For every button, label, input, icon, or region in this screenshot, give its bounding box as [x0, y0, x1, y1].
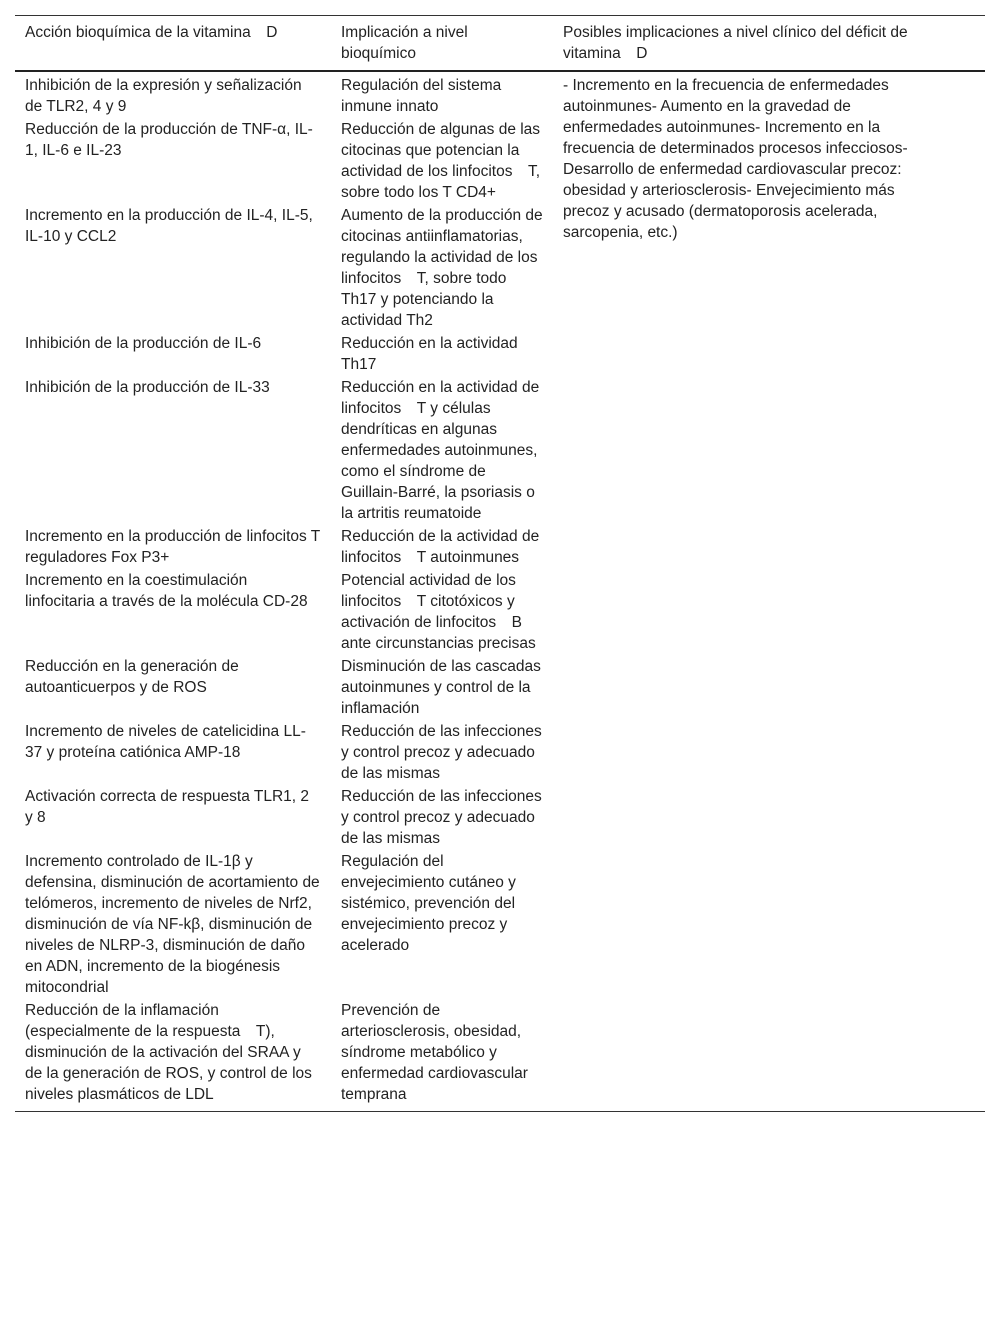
- cell-action: Reducción de la producción de TNF-α, IL-1, IL-6 e IL-23: [25, 121, 313, 159]
- header-row: [15, 16, 985, 72]
- table-row: [15, 71, 985, 118]
- cell-implication: Reducción en la actividad de linfocitos T y células dendríticas en algunas enfermedades autoinmunes, como el síndrome de Guillain-Barré, la psoriasis o la artritis reumatoide: [341, 379, 540, 522]
- header-biochemical-implication: Implicación a nivel bioquímico: [341, 24, 468, 62]
- cell-implication: Potencial actividad de los linfocitos T citotóxicos y activación de linfocitos B ante circunstancias precisas: [341, 572, 536, 652]
- cell-implication: Reducción de algunas de las citocinas que potencian la actividad de los linfocitos T, sobre todo los T CD4+: [341, 121, 541, 201]
- cell-action: Inhibición de la producción de IL-6: [25, 335, 262, 352]
- cell-clinical-implications: - Incremento en la frecuencia de enfermedades autoinmunes- Aumento en la gravedad de enfermedades autoinmunes- Incremento en la frecuencia de determinados procesos infecciosos- Desarrollo de enfermedad cardiovascular precoz: obesidad y arteriosclerosis- Envejecimiento más precoz y acusado (dermatoporosis acelerada, sarcopenia, etc.): [563, 77, 908, 241]
- cell-action: Inhibición de la producción de IL-33: [25, 379, 270, 396]
- table-header: [15, 16, 985, 72]
- header-clinical-implications: Posibles implicaciones a nivel clínico del déficit de vitamina D: [563, 24, 908, 62]
- cell-action: Incremento controlado de IL-1β y defensina, disminución de acortamiento de telómeros, incremento de niveles de Nrf2, disminución de vía NF-kβ, disminución de niveles de NLRP-3, disminución de daño en ADN, incremento de la biogénesis mitocondrial: [25, 853, 320, 996]
- cell-action: Reducción en la generación de autoanticuerpos y de ROS: [25, 658, 239, 696]
- cell-action: Incremento en la coestimulación linfocitaria a través de la molécula CD-28: [25, 572, 308, 610]
- cell-action: Activación correcta de respuesta TLR1, 2 y 8: [25, 788, 310, 826]
- table-body: [15, 71, 985, 1112]
- cell-action: Incremento en la producción de IL-4, IL-5, IL-10 y CCL2: [25, 207, 313, 245]
- cell-implication: Reducción de las infecciones y control precoz y adecuado de las mismas: [341, 788, 542, 847]
- cell-implication: Reducción de las infecciones y control precoz y adecuado de las mismas: [341, 723, 542, 782]
- cell-implication: Regulación del envejecimiento cutáneo y sistémico, prevención del envejecimiento precoz y acelerado: [341, 853, 516, 954]
- cell-implication: Reducción en la actividad Th17: [341, 335, 518, 373]
- vitamin-d-table-container: [15, 15, 985, 1112]
- cell-implication: Aumento de la producción de citocinas antiinflamatorias, regulando la actividad de los linfocitos T, sobre todo Th17 y potenciando la actividad Th2: [341, 207, 543, 329]
- cell-implication: Prevención de arteriosclerosis, obesidad, síndrome metabólico y enfermedad cardiovascular temprana: [341, 1002, 528, 1103]
- header-biochemical-action: Acción bioquímica de la vitamina D: [25, 24, 278, 41]
- cell-implication: Reducción de la actividad de linfocitos T autoinmunes: [341, 528, 540, 566]
- cell-implication: Disminución de las cascadas autoinmunes y control de la inflamación: [341, 658, 541, 717]
- cell-action: Reducción de la inflamación (especialmente de la respuesta T), disminución de la activación del SRAA y de la generación de ROS, y control de los niveles plasmáticos de LDL: [25, 1002, 312, 1103]
- cell-implication: Regulación del sistema inmune innato: [341, 77, 502, 115]
- vitamin-d-table: [15, 15, 985, 1112]
- cell-action: Incremento en la producción de linfocitos T reguladores Fox P3+: [25, 528, 320, 566]
- cell-action: Inhibición de la expresión y señalización de TLR2, 4 y 9: [25, 77, 302, 115]
- cell-action: Incremento de niveles de catelicidina LL-37 y proteína catiónica AMP-18: [25, 723, 306, 761]
